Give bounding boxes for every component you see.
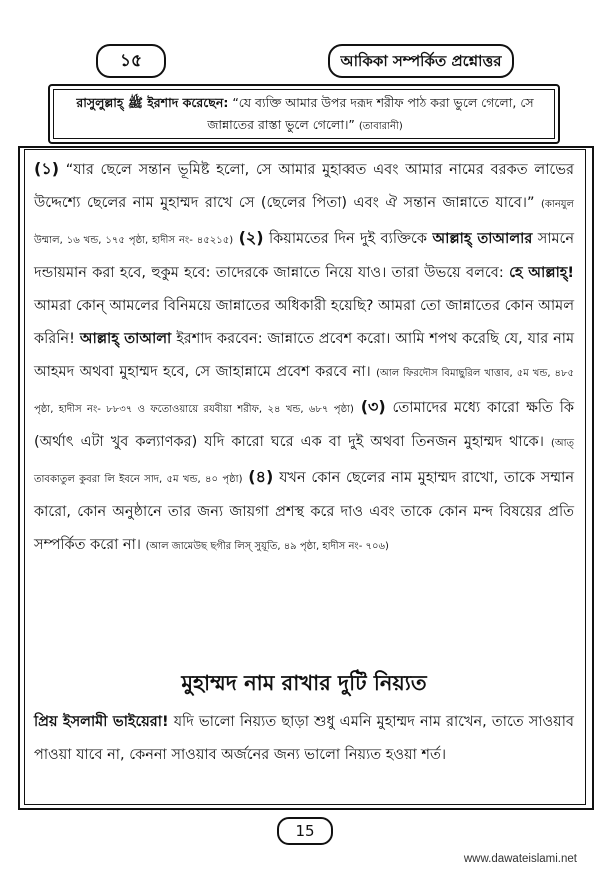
- paragraph-number-3: (৩): [360, 397, 386, 416]
- paragraph-number-4: (৪): [248, 467, 274, 486]
- paragraph-4-source: (আল জামেউছ ছগীর লিস্ সুয়ূতি, ৪৯ পৃষ্ঠা, হাদীস নং- ৭০৬): [145, 541, 389, 552]
- section-body: [34, 706, 574, 772]
- hadith-box: [48, 84, 560, 144]
- paragraph-2-allah-1: আল্লাহ্ তাআলার: [432, 231, 533, 247]
- page-header-title: আকিকা সম্পর্কিত প্রশ্নোত্তর: [328, 44, 514, 78]
- paragraph-2-text-c: আমরা কোন্ আমলের বিনিময়ে জান্নাতের অধিকারী হয়েছি? আমরা তো জান্নাতের কোন আমল করিনি!: [34, 298, 574, 347]
- paragraph-2-text-b: সামনে দন্ডায়মান করা হবে, হুকুম হবে: তাদেরকে জান্নাতে নিয়ে যাও। তারা উভয়ে বলবে:: [34, 231, 575, 281]
- paragraph-4-text: যখন কোন ছেলের নাম মুহাম্মদ রাখো, তাকে সম্মান কারো, কোন অনুষ্ঠানে তার জন্য জায়গা প্রশস্থ করে দাও এবং তাকে কোন মন্দ বিষয়ের প্রতি সম্পর্কিত করো না।: [34, 470, 575, 553]
- paragraph-2-text-a: কিয়ামতের দিন দুই ব্যক্তিকে: [269, 231, 428, 247]
- paragraph-number-2: (২): [238, 228, 264, 247]
- hadith-quote: “যে ব্যক্তি আমার উপর দরূদ শরীফ পাঠ করা ভুলে গেলো, সে জান্নাতের রাস্তা ভুলে গেলো।”: [207, 95, 534, 132]
- section-lead: প্রিয় ইসলামী ভাইয়েরা!: [34, 714, 169, 730]
- section-text: যদি ভালো নিয়্যত ছাড়া শুধু এমনি মুহাম্মদ নাম রাখেন, তাতে সাওয়াব পাওয়া যাবে না, কেননা সাওয়াব অর্জনের জন্য ভালো নিয়্যত হওয়া শর্ত।: [34, 714, 575, 763]
- section-title: মুহাম্মদ নাম রাখার দুটি নিয়্যত: [181, 671, 427, 695]
- paragraph-1-text: “যার ছেলে সন্তান ভূমিষ্ট হলো, সে আমার মুহাব্বত এবং আমার নামের বরকত লাভের উদ্দেশ্যে ছেলের নাম মুহাম্মদ রাখে সে (ছেলের পিতা) এবং ঐ সন্তান জান্নাতে যাবে।”: [34, 162, 575, 211]
- paragraph-1-source: (কানযুল উম্মাল, ১৬ খন্ড, ১৭৫ পৃষ্ঠা, হাদীস নং- ৪৫২১৫): [34, 199, 574, 246]
- paragraph-2-allah-2: আল্লাহ্ তাআলা: [79, 331, 172, 347]
- hadith-speaker: রাসুলুল্লাহ্ ﷺ ইরশাদ করেছেন:: [76, 95, 229, 110]
- paragraph-2-text-d: ইরশাদ করবেন: জান্নাতে প্রবেশ করো। আমি শপথ করেছি যে, যার নাম আহমদ অথবা মুহাম্মদ হবে, সে জাহান্নামে প্রবেশ করবে না।: [34, 331, 575, 380]
- page-number-bottom: 15: [277, 817, 333, 845]
- page-number-top: ১৫: [96, 44, 166, 78]
- hadith-text: [70, 92, 540, 138]
- paragraph-3-source: (আত্ তাবকাতুল কুবরা লি ইবনে সাদ, ৫ম খন্ড, ৪০ পৃষ্ঠা): [34, 438, 575, 485]
- paragraph-2-source: (আল ফিরদৌস বিমাছুরিল খাত্তাব, ৫ম খন্ড, ৪৮৫ পৃষ্ঠা, হাদীস নং- ৮৮৩৭ ও ফতোওয়ায়ে রযবীয়া শরীফ, ২৪ খন্ড, ৬৮৭ পৃষ্ঠা): [34, 368, 574, 415]
- hadith-source: (তাবারানী): [358, 121, 403, 132]
- website-watermark: www.dawateislami.net: [463, 853, 577, 865]
- paragraph-number-1: (১): [34, 159, 60, 178]
- body-text: [34, 152, 574, 563]
- paragraph-2-he-allah: হে আল্লাহ্!: [509, 265, 575, 281]
- paragraph-3-text: তোমাদের মধ্যে কারো ক্ষতি কি (অর্থাৎ এটা খুব কল্যাণকর) যদি কারো ঘরে এক বা দুই অথবা তিনজন মুহাম্মদ থাকে।: [34, 400, 575, 450]
